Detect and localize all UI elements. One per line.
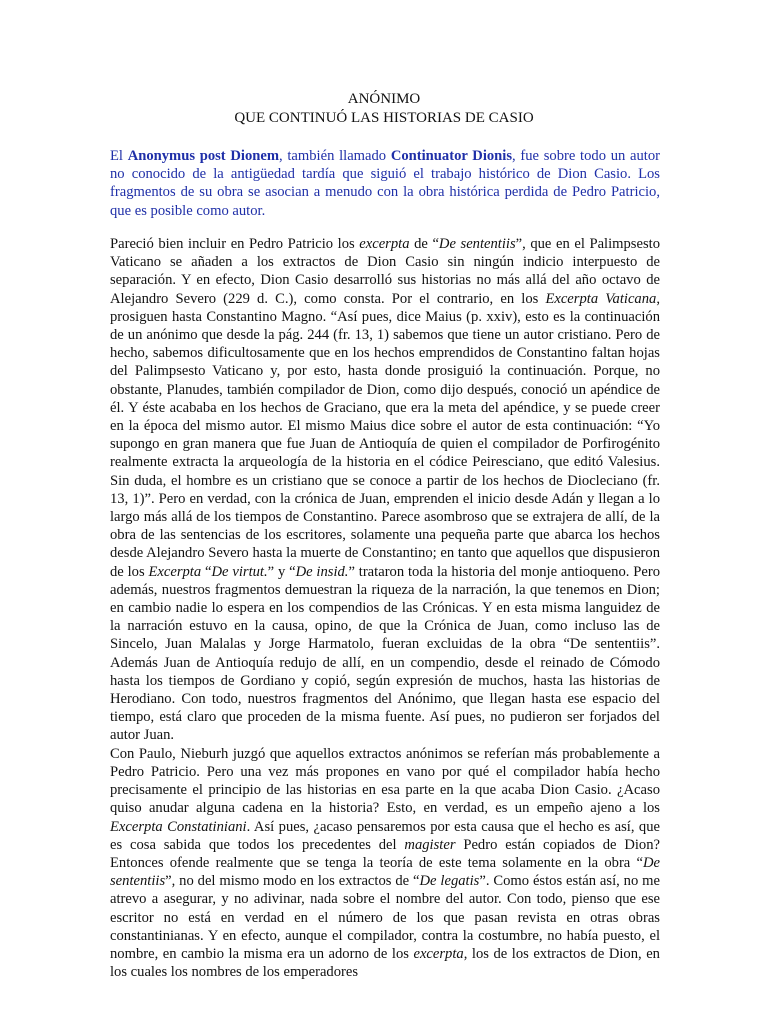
text-run: ”. Como éstos están así, no me atrevo a asegurar, y no adivinar, nada sobre el nombre del autor. Con todo, pienso que ese escritor no está en verdad en el número de los que pasan revista en otras obras constantinianas. Y en efecto, aunque el compilador, contra la costumbre, no había puesto, el nombre, en cambio la misma era un adorno de los bbox=[110, 873, 661, 962]
italic-term: magister bbox=[404, 836, 456, 853]
text-run: “ bbox=[201, 563, 212, 580]
text-run: de “ bbox=[409, 236, 439, 252]
italic-term: De sententiis bbox=[438, 236, 516, 252]
title-line-2: QUE CONTINUÓ LAS HISTORIAS DE CASIO bbox=[234, 110, 534, 126]
text-run: Con Paulo, Nieburh juzgó que aquellos extractos anónimos se referían más probablemente a Pedro Patricio. Pero una vez más propones en vano por qué el compilador había hecho precisamente el principio de las historias en esa parte en la que acaba Dion Casio. ¿Acaso quiso anudar alguna cadena en la historia? Esto, en verdad, es un empeño ajeno a los bbox=[110, 745, 660, 817]
text-run: ”, no del mismo modo en los extractos de “ bbox=[165, 873, 420, 890]
body-text bbox=[110, 235, 660, 981]
italic-term: Excerpta Constatiniani bbox=[110, 818, 247, 835]
text-run: , prosiguen hasta Constantino Magno. “Así pues, dice Maius (p. xxiv), esto es la continuación de un anónimo que desde la pág. 244 (fr. 13, 1) sabemos que tiene un autor cristiano. Pero de hecho, sabemos dificultosamente que en los hechos emprendidos de Constantino faltan hojas del Palimpsesto Vaticano y, por esto, hasta donde prosiguió la continuación. Porque, no obstante, Planudes, también compilador de Dion, como dijo después, conoció un apéndice de él. Y éste acababa en los hechos de Graciano, que era la meta del apéndice, y se puede creer en la época del mismo autor. El mismo Maius dice sobre el autor de esta continuación: “Yo supongo en gran manera que fue Juan de Antioquía de quien el compilador de Porfirogénito realmente extracta la arqueología de la historia en el códice Peiresciano, que editó Valesius. Sin duda, el hombre es un cristiano que se conoce a partir de los hechos de Diocleciano (fr. 13, 1)”. Pero en verdad, con la crónica de Juan, emprenden el inicio desde Adán y llegan a lo largo más allá de los tiempos de Constantino. Parece asombroso que se extrajera de allí, de la obra de las sentencias de los escritores, solamente una pequeña parte que abarca los hechos desde Alejandro Severo hasta la muerte de Constantino; en tanto que aquellos que dispusieron de los bbox=[110, 290, 660, 580]
text-run: Pareció bien incluir en Pedro Patricio los bbox=[110, 236, 360, 252]
text-run: ” y “ bbox=[267, 563, 296, 580]
intro-paragraph bbox=[110, 147, 660, 220]
title-line-1: ANÓNIMO bbox=[347, 91, 421, 107]
intro-text: , también llamado bbox=[279, 148, 391, 164]
italic-term: Excerpta Vaticana bbox=[545, 290, 657, 307]
italic-term: De sententiis bbox=[110, 854, 660, 890]
intro-text: , fue sobre todo un autor no conocido de la antigüedad tardía que siguió el trabajo histórico de Dion Casio. Los fragmentos de su obra se asocian a menudo con la obra histórica perdida de Pedro Patricio, que es posible como autor. bbox=[110, 148, 660, 219]
text-run: ”, que en el Palimpsesto Vaticano se añaden a los extractos de Dion Casio sin ningún indicio interpuesto de separación. Y en efecto, Dion Casio desarrolló sus historias no más allá del año octavo de Alejandro Severo (229 d. C.), como consta. Por el contrario, en los bbox=[110, 236, 660, 307]
paragraph-1 bbox=[110, 235, 660, 745]
italic-term: excerpta bbox=[359, 236, 410, 252]
intro-name-continuator: Continuator Dionis bbox=[390, 148, 513, 164]
italic-term: Excerpta bbox=[148, 563, 202, 580]
text-run: ” trataron toda la historia del monje antioqueno. Pero además, nuestros fragmentos demuestran la riqueza de la narración, la que tenemos en Dion; en cambio nadie lo espera en los compendios de las Crónicas. Y en esta misma languidez de la narración estuvo en la causa, opino, de que la Crónica de Juan, como incluso las de Sincelo, Juan Malalas y Jorge Harmatolo, fueran excluidas de la obra “De sententiis”. Además Juan de Antioquía redujo de allí, en un compendio, desde el reinado de Cómodo hasta los tiempos de Gordiano y copió, según expresión de muchos, hasta las historias de Herodiano. Con todo, nuestros fragmentos del Anónimo, que llegan hasta ese espacio del tiempo, está claro que proceden de la misma fuente. Así pues, no pudieron ser forjados del autor Juan. bbox=[110, 563, 660, 744]
text-run: , los de los extractos de Dion, en los cuales los nombres de los emperadores bbox=[110, 945, 660, 981]
italic-term: De virtut. bbox=[211, 563, 268, 580]
text-run: Pedro están copiados de Dion? Entonces ofende realmente que se tenga la teoría de este tema solamente en la obra “ bbox=[110, 836, 660, 871]
text-run: . Así pues, ¿acaso pensaremos por esta causa que el hecho es así, que es cosa sabida que todos los precedentes del bbox=[110, 818, 660, 853]
paragraph-2 bbox=[110, 745, 660, 982]
intro-name-anonymus: Anonymus post Dionem bbox=[127, 148, 280, 164]
italic-term: excerpta bbox=[413, 945, 464, 962]
document-title bbox=[0, 90, 768, 128]
italic-term: De insid. bbox=[295, 563, 349, 580]
italic-term: De legatis bbox=[419, 873, 480, 890]
intro-text: El bbox=[110, 148, 128, 164]
